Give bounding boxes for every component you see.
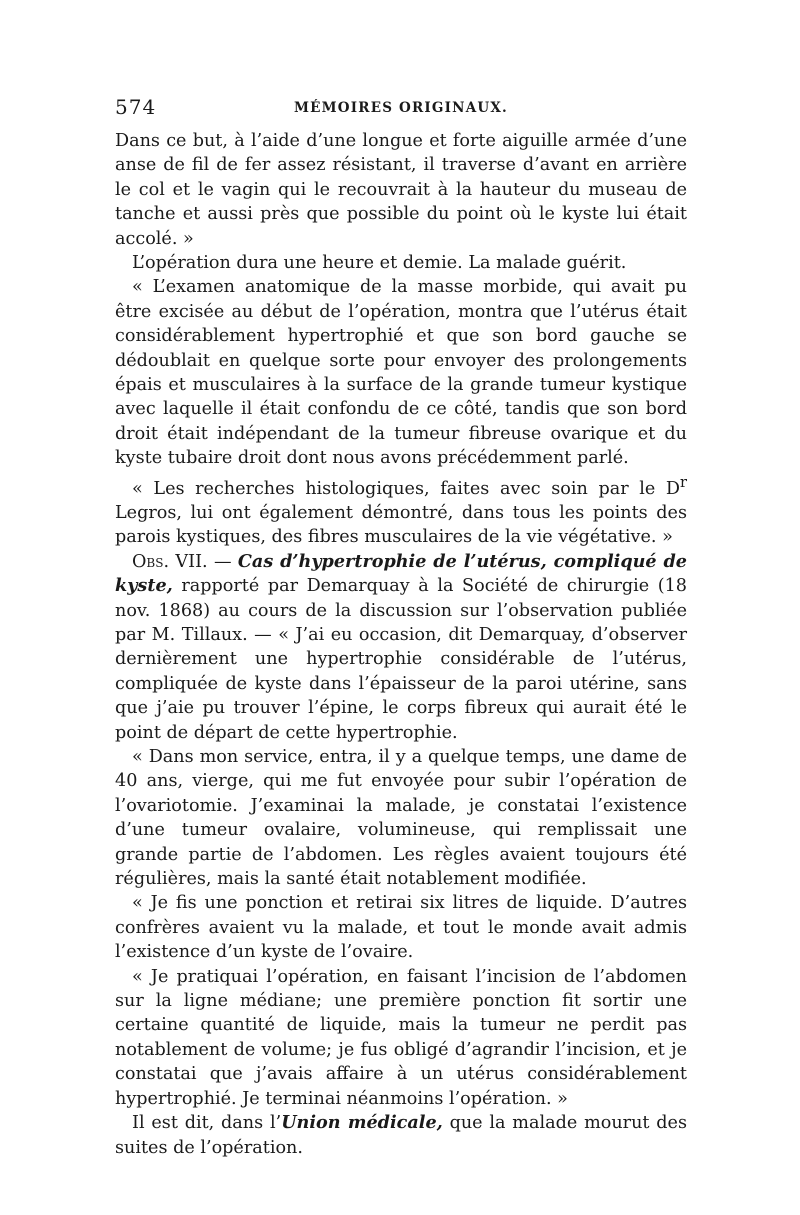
body-text <box>115 129 687 1160</box>
paragraph-6 <box>115 745 687 891</box>
paragraph-2 <box>115 251 687 275</box>
paragraph-text: L’opération dura une heure et demie. La malade guérit. <box>132 253 627 274</box>
paragraph-text: « Je pratiquai l’opération, en faisant l’incision de l’abdomen sur la ligne médiane; une première ponction fit sortir une certaine quantité de liquide, mais la tumeur ne perdit pas notablement de volume; je fus obligé d’agrandir l’incision, et je constatai que j’avais affaire à un utérus considérablement hypertrophié. Je terminai néanmoins l’opération. » <box>115 966 687 1109</box>
paragraph-9 <box>115 1111 687 1160</box>
running-head <box>115 95 687 123</box>
paragraph-text: Il est dit, dans l’ <box>132 1113 282 1134</box>
paragraph-text: que la malade mourut des suites de l’opération. <box>115 1113 687 1158</box>
paragraph-1 <box>115 129 687 251</box>
observation-paragraph <box>115 550 687 745</box>
observation-label: Obs. VII. <box>132 551 208 572</box>
paragraph-text: « L’examen anatomique de la masse morbide, qui avait pu être excisée au début de l’opération, montra que l’utérus était considérablement hypertrophié et que son bord gauche se dédoublait en quelque sorte pour envoyer des prolongements épais et musculaires à la surface de la grande tumeur kystique avec laquelle il était confondu de ce côté, tandis que son bord droit était indépendant de la tumeur fibreuse ovarique et du kyste tubaire droit dont nous avons précédemment parlé. <box>115 277 687 469</box>
paragraph-text: rapporté par Demarquay à la Société de chirurgie (18 nov. 1868) au cours de la discussion sur l’observation publiée par M. Tillaux. — « J’ai eu occasion, dit Demarquay, d’observer dernièrement une hypertrophie considérable de l’utérus, compliquée de kyste dans l’épaisseur de la paroi utérine, sans que j’aie pu trouver l’épine, le corps fibreux qui aurait été le point de départ de cette hypertrophie. <box>115 576 687 743</box>
paragraph-7 <box>115 891 687 964</box>
paragraph-3 <box>115 275 687 470</box>
journal-title: Union médicale, <box>281 1112 443 1134</box>
paragraph-text: Legros, lui ont également démontré, dans tous les points des parois kystiques, des fibres musculaires de la vie végétative. » <box>115 502 687 548</box>
observation-dash: — <box>207 551 238 572</box>
superscript: r <box>679 473 687 491</box>
book-page <box>115 95 687 1160</box>
paragraph-text: Dans ce but, à l’aide d’une longue et forte aiguille armée d’une anse de fil de fer assez résistant, il traverse d’avant en arrière le col et le vagin qui le recouvrait à la hauteur du museau de tanche et aussi près que possible du point où le kyste lui était accolé. » <box>115 131 687 249</box>
paragraph-text: « Les recherches histologiques, faites avec soin par le D <box>132 478 680 499</box>
paragraph-text: « Dans mon service, entra, il y a quelque temps, une dame de 40 ans, vierge, qui me fut envoyée pour subir l’opération de l’ovariotomie. J’examinai la malade, je constatai l’existence d’une tumeur ovalaire, volumineuse, qui remplissait une grande partie de l’abdomen. Les règles avaient toujours été régulières, mais la santé était notablement modifiée. <box>115 747 687 890</box>
page-number: 574 <box>115 95 157 119</box>
case-title: Cas d’hypertrophie de l’utérus, compliqué de kyste, <box>115 550 687 597</box>
paragraph-text: « Je fis une ponction et retirai six litres de liquide. D’autres confrères avaient vu la malade, et tout le monde avait admis l’existence d’un kyste de l’ovaire. <box>115 893 687 963</box>
running-title: MÉMOIRES ORIGINAUX. <box>294 100 508 116</box>
paragraph-4 <box>115 471 687 550</box>
paragraph-8 <box>115 965 687 1111</box>
